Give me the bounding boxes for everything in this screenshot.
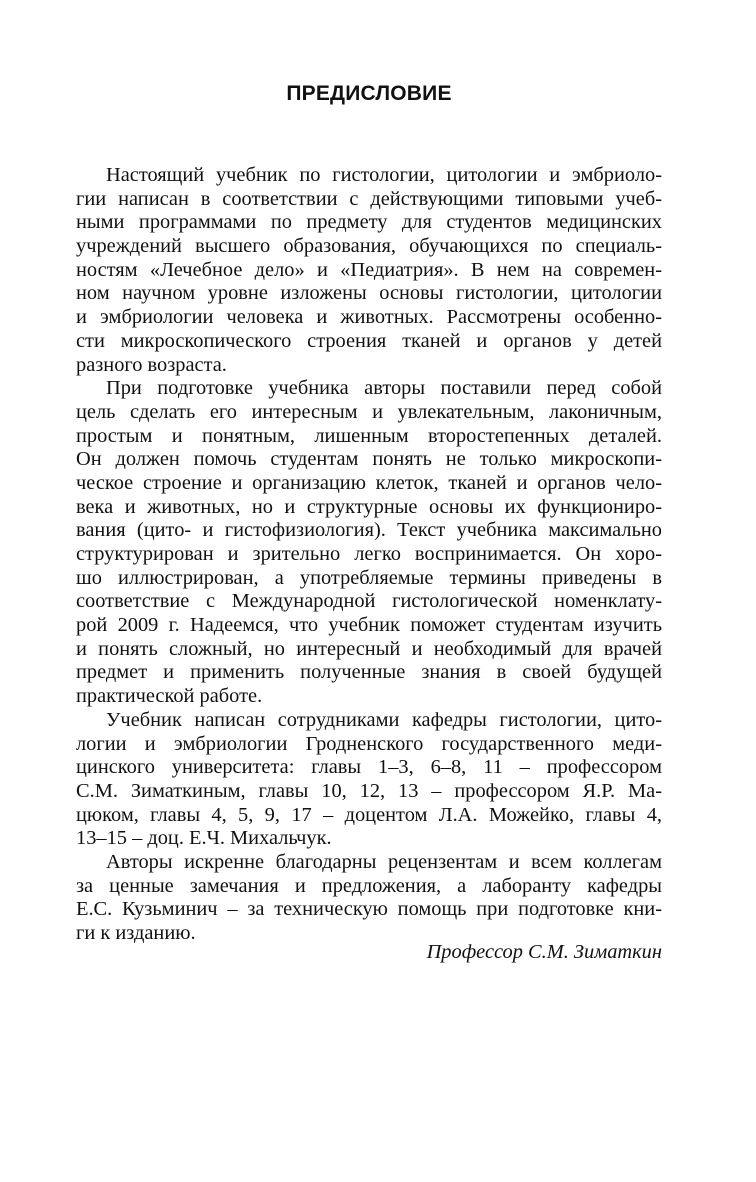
paragraph-2 (76, 377, 662, 709)
text-line: соответствие с Международной гистологической номенклату- (76, 590, 662, 613)
text-line: гии написан в соответствии с действующими типовыми учеб- (76, 187, 662, 210)
text-line: простым и понятным, лишенным второстепенных деталей. (76, 424, 662, 447)
text-line: предмет и применить полученные знания в своей будущей (76, 661, 662, 684)
text-line: цель сделать его интересным и увлекательным, лаконичным, (76, 400, 662, 423)
text-line: Он должен помочь студентам понять не только микроскопи- (76, 448, 662, 471)
text-line: рой 2009 г. Надеемся, что учебник поможет студентам изучить (76, 614, 662, 637)
text-line: Настоящий учебник по гистологии, цитологии и эмбриоло- (106, 164, 662, 186)
text-line: учреждений высшего образования, обучающихся по специаль- (76, 235, 662, 258)
text-line: шо иллюстрирован, а употребляемые термины приведены в (76, 566, 662, 589)
paragraph-1 (76, 164, 662, 377)
text-line: Учебник написан сотрудниками кафедры гистологии, цито- (106, 708, 662, 731)
text-line: разного возраста. (76, 353, 227, 376)
text-line: ном научном уровне изложены основы гистологии, цитологии (76, 282, 662, 305)
text-line: логии и эмбриологии Гродненского государственного меди- (76, 732, 662, 755)
paragraph-3 (76, 709, 662, 851)
text-line: и эмбриологии человека и животных. Рассмотрены особенно- (76, 306, 662, 329)
text-line: цинского университета: главы 1–3, 6–8, 11 – профессором (76, 756, 662, 779)
text-line: структурирован и зрительно легко воспринимается. Он хоро- (76, 543, 662, 565)
text-line: ными программами по предмету для студентов медицинских (76, 211, 662, 234)
text-line: Авторы искренне благодарны рецензентам и всем коллегам (106, 850, 662, 873)
text-line: цюком, главы 4, 5, 9, 17 – доцентом Л.А. Можейко, главы 4, (76, 803, 662, 826)
author-signature: Профессор С.М. Зиматкин (426, 941, 662, 963)
text-line: При подготовке учебника авторы поставили перед собой (106, 377, 662, 400)
text-line: сти микроскопического строения тканей и органов у детей (76, 329, 662, 352)
paragraph-4 (76, 851, 662, 946)
text-line: и понять сложный, но интересный и необходимый для врачей (76, 637, 662, 660)
text-line: ги к изданию. (76, 922, 196, 944)
page-title: ПРЕДИСЛОВИЕ (286, 82, 452, 105)
text-line: века и животных, но и структурные основы их функциониро- (76, 495, 662, 518)
text-line: Е.С. Кузьминич – за техническую помощь при подготовке кни- (76, 898, 662, 921)
text-line: ческое строение и организацию клеток, тканей и органов чело- (76, 471, 662, 494)
text-line: за ценные замечания и предложения, а лаборанту кафедры (76, 874, 662, 897)
text-line: ностям «Лечебное дело» и «Педиатрия». В нем на современ- (76, 258, 662, 281)
preface-body (76, 164, 662, 946)
text-line: практической работе. (76, 685, 263, 708)
text-line: 13–15 – доц. Е.Ч. Михальчук. (76, 827, 332, 850)
text-line: вания (цито- и гистофизиология). Текст учебника максимально (76, 519, 662, 542)
text-line: С.М. Зиматкиным, главы 10, 12, 13 – профессором Я.Р. Ма- (76, 779, 662, 802)
